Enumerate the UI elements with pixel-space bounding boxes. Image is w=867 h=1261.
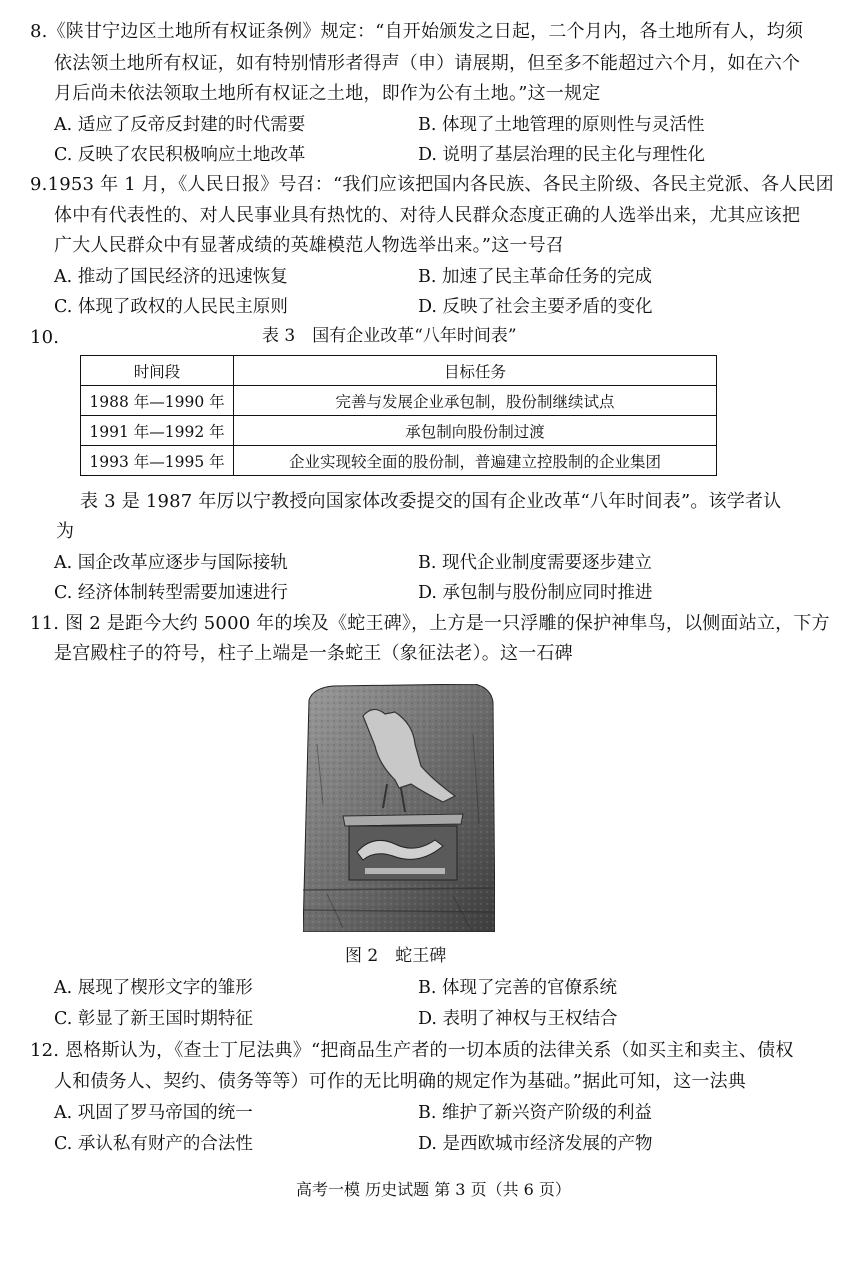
table-row (81, 416, 717, 446)
q10-line-1: 表 3 是 1987 年厉以宁教授向国家体改委提交的国有企业改革“八年时间表”。该学者认 (80, 491, 782, 512)
q9-option-a[interactable]: A. 推动了国民经济的迅速恢复 (54, 267, 288, 287)
q10-option-d[interactable]: D. 承包制与股份制应同时推进 (418, 583, 653, 603)
q9-line-1: 9.1953 年 1 月，《人民日报》号召：“我们应该把国内各民族、各民主阶级、各民主党派、各人民团 (30, 174, 834, 195)
q10-option-c[interactable]: C. 经济体制转型需要加速进行 (54, 583, 288, 603)
q9-line-3: 广大人民群众中有显著成绩的英雄模范人物选举出来。”这一号召 (54, 235, 564, 256)
q8-line-2: 依法领土地所有权证，如有特别情形者得声（申）请展期，但至多不能超过六个月，如在六个 (54, 53, 801, 74)
table-header-row (81, 356, 717, 386)
q12-option-d[interactable]: D. 是西欧城市经济发展的产物 (418, 1134, 653, 1154)
table-cell-task: 完善与发展企业承包制，股份制继续试点 (234, 386, 717, 416)
q12-option-b[interactable]: B. 维护了新兴资产阶级的利益 (418, 1103, 652, 1123)
q8-line-1: 8.《陕甘宁边区土地所有权证条例》规定：“自开始颁发之日起，二个月内，各土地所有人，均须 (30, 21, 804, 42)
q11-line-1: 11. 图 2 是距今大约 5000 年的埃及《蛇王碑》，上方是一只浮雕的保护神隼鸟，以侧面站立，下方 (30, 613, 830, 634)
q8-option-a[interactable]: A. 适应了反帝反封建的时代需要 (54, 115, 306, 135)
q9-line-2: 体中有代表性的、对人民事业具有热忱的、对待人民群众态度正确的人选举出来，尤其应该把 (54, 205, 801, 226)
table-title: 表 3 国有企业改革“八年时间表” (262, 326, 517, 346)
q10-option-a[interactable]: A. 国企改革应逐步与国际接轨 (54, 553, 288, 573)
stela-illustration (303, 684, 495, 932)
table-cell-period: 1988 年—1990 年 (81, 386, 234, 416)
q8-line-3: 月后尚未依法领取土地所有权证之土地，即作为公有土地。”这一规定 (54, 83, 601, 104)
q8-option-b[interactable]: B. 体现了土地管理的原则性与灵活性 (418, 115, 705, 135)
reform-timetable (80, 355, 717, 476)
q12-option-a[interactable]: A. 巩固了罗马帝国的统一 (54, 1103, 253, 1123)
q8-option-c[interactable]: C. 反映了农民积极响应土地改革 (54, 145, 306, 165)
q9-option-b[interactable]: B. 加速了民主革命任务的完成 (418, 267, 652, 287)
table-cell-task: 企业实现较全面的股份制，普遍建立控股制的企业集团 (234, 446, 717, 476)
q11-line-2: 是宫殿柱子的符号，柱子上端是一条蛇王（象征法老）。这一石碑 (54, 643, 573, 664)
q11-option-b[interactable]: B. 体现了完善的官僚系统 (418, 978, 617, 998)
q11-option-c[interactable]: C. 彰显了新王国时期特征 (54, 1009, 253, 1029)
table-cell-task: 承包制向股份制过渡 (234, 416, 717, 446)
table-row (81, 386, 717, 416)
q11-option-a[interactable]: A. 展现了楔形文字的雏形 (54, 978, 253, 998)
table-cell-period: 1991 年—1992 年 (81, 416, 234, 446)
table-cell-period: 1993 年—1995 年 (81, 446, 234, 476)
table-header-cell: 目标任务 (234, 356, 717, 386)
page-footer: 高考一模 历史试题 第 3 页（共 6 页） (296, 1180, 571, 1199)
q8-option-d[interactable]: D. 说明了基层治理的民主化与理性化 (418, 145, 706, 165)
table-header-cell: 时间段 (81, 356, 234, 386)
q10-number: 10. (30, 327, 60, 348)
snake-king-stela-image (303, 684, 495, 932)
q12-line-1: 12. 恩格斯认为，《查士丁尼法典》“把商品生产者的一切本质的法律关系（如买主和卖主、债权 (30, 1040, 794, 1061)
q9-option-c[interactable]: C. 体现了政权的人民民主原则 (54, 297, 288, 317)
q9-option-d[interactable]: D. 反映了社会主要矛盾的变化 (418, 297, 653, 317)
table-row (81, 446, 717, 476)
q12-option-c[interactable]: C. 承认私有财产的合法性 (54, 1134, 253, 1154)
figure-caption: 图 2 蛇王碑 (345, 946, 447, 966)
q10-line-2: 为 (56, 521, 75, 542)
q11-option-d[interactable]: D. 表明了神权与王权结合 (418, 1009, 618, 1029)
q10-option-b[interactable]: B. 现代企业制度需要逐步建立 (418, 553, 652, 573)
q12-line-2: 人和债务人、契约、债务等等）可作的无比明确的规定作为基础。”据此可知，这一法典 (54, 1071, 746, 1092)
